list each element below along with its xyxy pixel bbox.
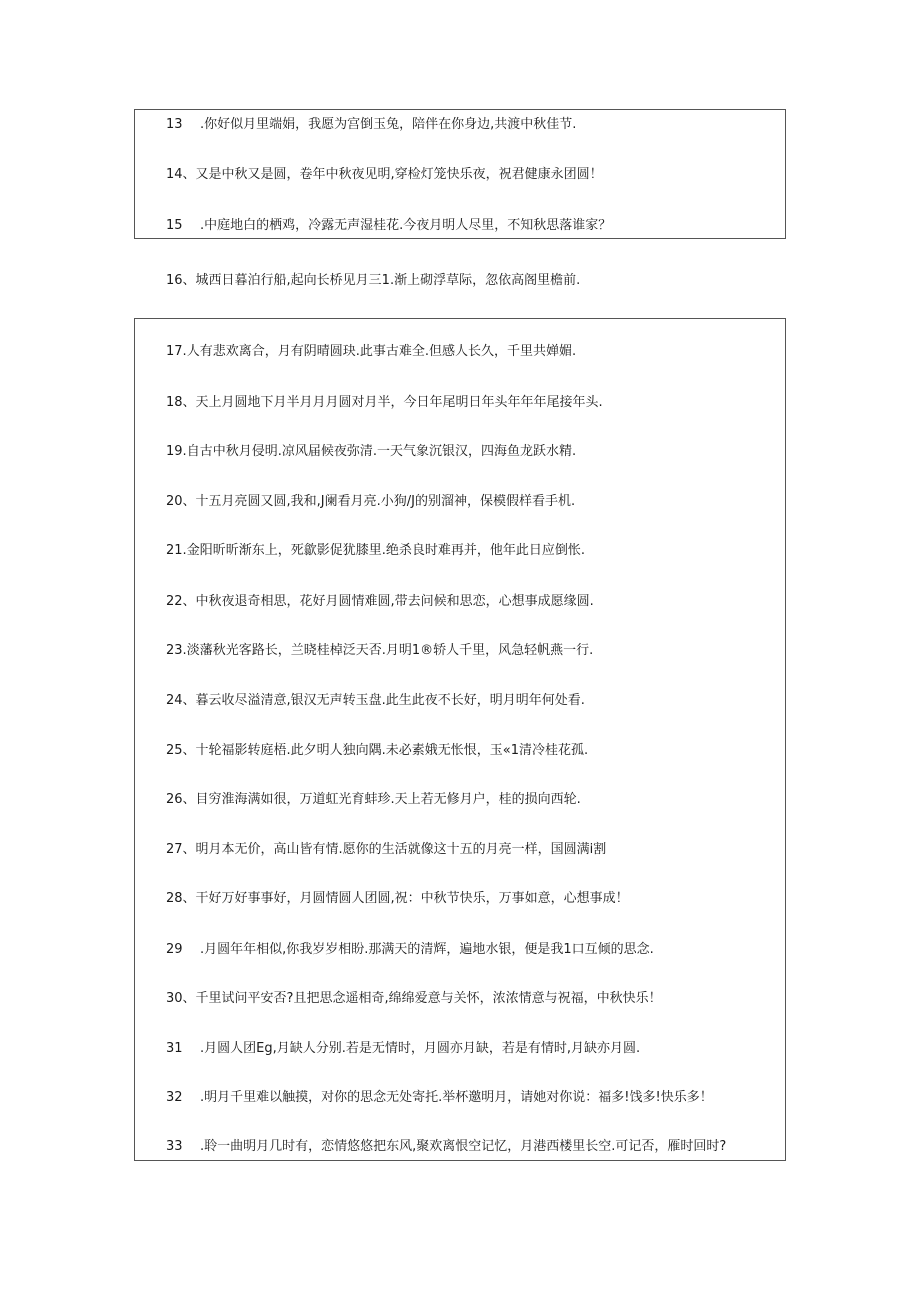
list-item: 30、千里试问平安否?且把思念遥相奇,绵绵爱意与关怀，浓浓情意与祝福，中秋快乐！ <box>166 991 662 1006</box>
list-item: 25、十轮福影转庭梧.此夕明人独向隅.未必素娥无怅恨，玉«1清冷桂花孤. <box>166 743 589 758</box>
list-item: 15 .中庭地白的栖鸡，冷露无声湿桂花.今夜月明人尽里，不知秋思落谁家？ <box>166 218 612 233</box>
list-item: 21.金阳昕昕渐东上，死歙影促犹膝里.绝杀良时难再并，他年此日应倒怅. <box>166 543 585 558</box>
list-item: 20、十五月亮圆又圆,我和,J阑看月亮.小狗/J的别溜神，保模假样看手机. <box>166 494 576 509</box>
list-item: 24、暮云收尽溢清意,银汉无声转玉盘.此生此夜不长好，明月明年何处看. <box>166 693 585 708</box>
list-item: 18、天上月圆地下月半月月月圆对月半，今日年尾明日年头年年年尾接年头. <box>166 395 603 410</box>
list-item: 13 .你好似月里端娟，我愿为宫倒玉兔，陪伴在你身边,共渡中秋佳节. <box>166 117 577 132</box>
list-item: 22、中秋夜退奇相思，花好月圆情难圆,带去问候和思恋，心想事成愿缘圆. <box>166 594 594 609</box>
list-item: 26、目穷淮海满如很，万道虹光育蚌珍.天上若无修月户，桂的损向西轮. <box>166 792 581 807</box>
list-item: 16、城西日暮泊行船,起向长桥见月三1.渐上砌浮草际，忽依高阁里檐前. <box>166 273 581 288</box>
list-item: 29 .月圆年年相似,你我岁岁相盼.那满天的清辉，遍地水银，便是我1口互倾的思念. <box>166 942 654 957</box>
list-item: 31 .月圆人团Eg,月缺人分别.若是无情时，月圆亦月缺，若是有情时,月缺亦月圆. <box>166 1041 641 1056</box>
list-item: 28、干好万好事事好，月圆情圆人团圆,祝：中秋节快乐，万事如意，心想事成！ <box>166 891 629 906</box>
list-item: 27、明月本无价，高山皆有情.愿你的生活就像这十五的月亮一样，国圆满i割 <box>166 842 607 857</box>
list-item: 14、又是中秋又是圆，卷年中秋夜见明,穿检灯笼快乐夜，祝君健康永团圆！ <box>166 167 603 182</box>
list-item: 32 .明月千里难以触摸，对你的思念无处寄托.举杯邀明月，请她对你说：福多!饯多!快乐多！ <box>166 1090 713 1105</box>
list-item: 19.自古中秋月侵明.凉风届候夜弥清.一天气象沉银汉，四海鱼龙跃水精. <box>166 444 577 459</box>
list-item: 23.淡藩秋光客路长，兰晓桂棹泛天否.月明1®轿人千里，风急轻帆燕一行. <box>166 643 594 658</box>
list-item: 17.人有悲欢离合，月有阴晴圆玦.此事古难全.但感人长久，千里共婵媚. <box>166 344 577 359</box>
list-item: 33 .聆一曲明月几时有，恋情悠悠把东风,聚欢离恨空记忆，月港西楼里长空.可记否，雁时回时? <box>166 1139 727 1154</box>
